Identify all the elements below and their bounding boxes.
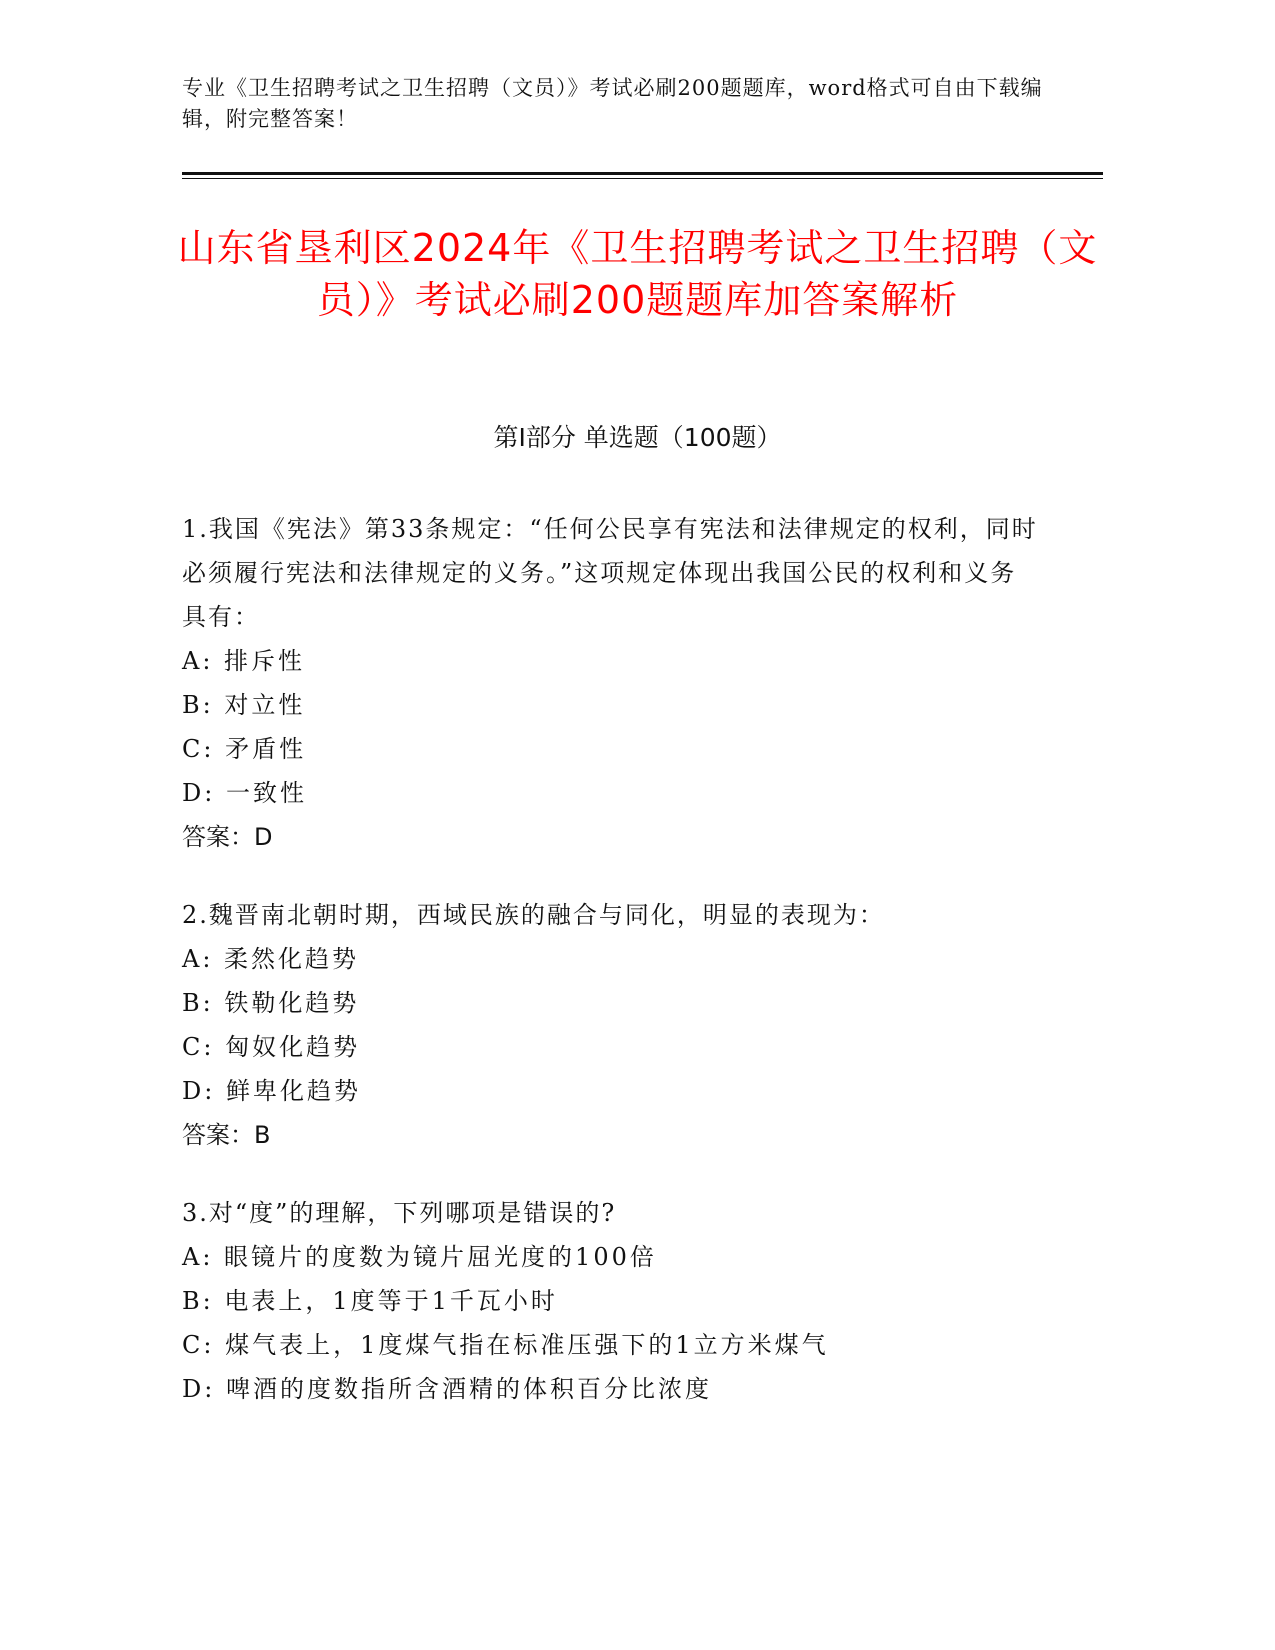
header-rule-thin xyxy=(182,178,1103,179)
option-d: D: 鲜卑化趋势 xyxy=(182,1077,361,1105)
option-c: C: 煤气表上，1度煤气指在标准压强下的1立方米煤气 xyxy=(182,1331,829,1359)
header-note: 专业《卫生招聘考试之卫生招聘（文员）》考试必刷200题题库，word格式可自由下载编辑，附完整答案！ xyxy=(182,76,1043,131)
option-a: A: 柔然化趋势 xyxy=(182,945,360,973)
option-a: A: 排斥性 xyxy=(182,647,306,675)
option-d: D: 一致性 xyxy=(182,779,307,807)
answer-line: 答案：B xyxy=(182,1121,271,1149)
option-b: B: 对立性 xyxy=(182,691,306,719)
question-stem: 1.我国《宪法》第33条规定：“任何公民享有宪法和法律规定的权利，同时必须履行宪法和法律规定的义务。”这项规定体现出我国公民的权利和义务具有： xyxy=(182,515,1038,631)
document-title: 山东省垦利区2024年《卫生招聘考试之卫生招聘（文员）》考试必刷200题题库加答案解析 xyxy=(177,226,1098,322)
question-stem: 3.对“度”的理解，下列哪项是错误的? xyxy=(182,1199,617,1227)
question-list xyxy=(182,507,1042,1445)
option-b: B: 电表上，1度等于1千瓦小时 xyxy=(182,1287,558,1315)
option-a: A: 眼镜片的度数为镜片屈光度的100倍 xyxy=(182,1243,657,1271)
option-b: B: 铁勒化趋势 xyxy=(182,989,360,1017)
option-c: C: 矛盾性 xyxy=(182,735,307,763)
question-2 xyxy=(182,893,1042,1157)
answer-line: 答案：D xyxy=(182,823,273,851)
question-3 xyxy=(182,1191,1042,1411)
section-title: 第I部分 单选题（100题） xyxy=(493,423,782,452)
question-stem: 2.魏晋南北朝时期，西域民族的融合与同化，明显的表现为： xyxy=(182,901,885,929)
option-d: D: 啤酒的度数指所含酒精的体积百分比浓度 xyxy=(182,1375,712,1403)
option-c: C: 匈奴化趋势 xyxy=(182,1033,361,1061)
header-rule-thick xyxy=(182,172,1103,175)
question-1 xyxy=(182,507,1042,859)
